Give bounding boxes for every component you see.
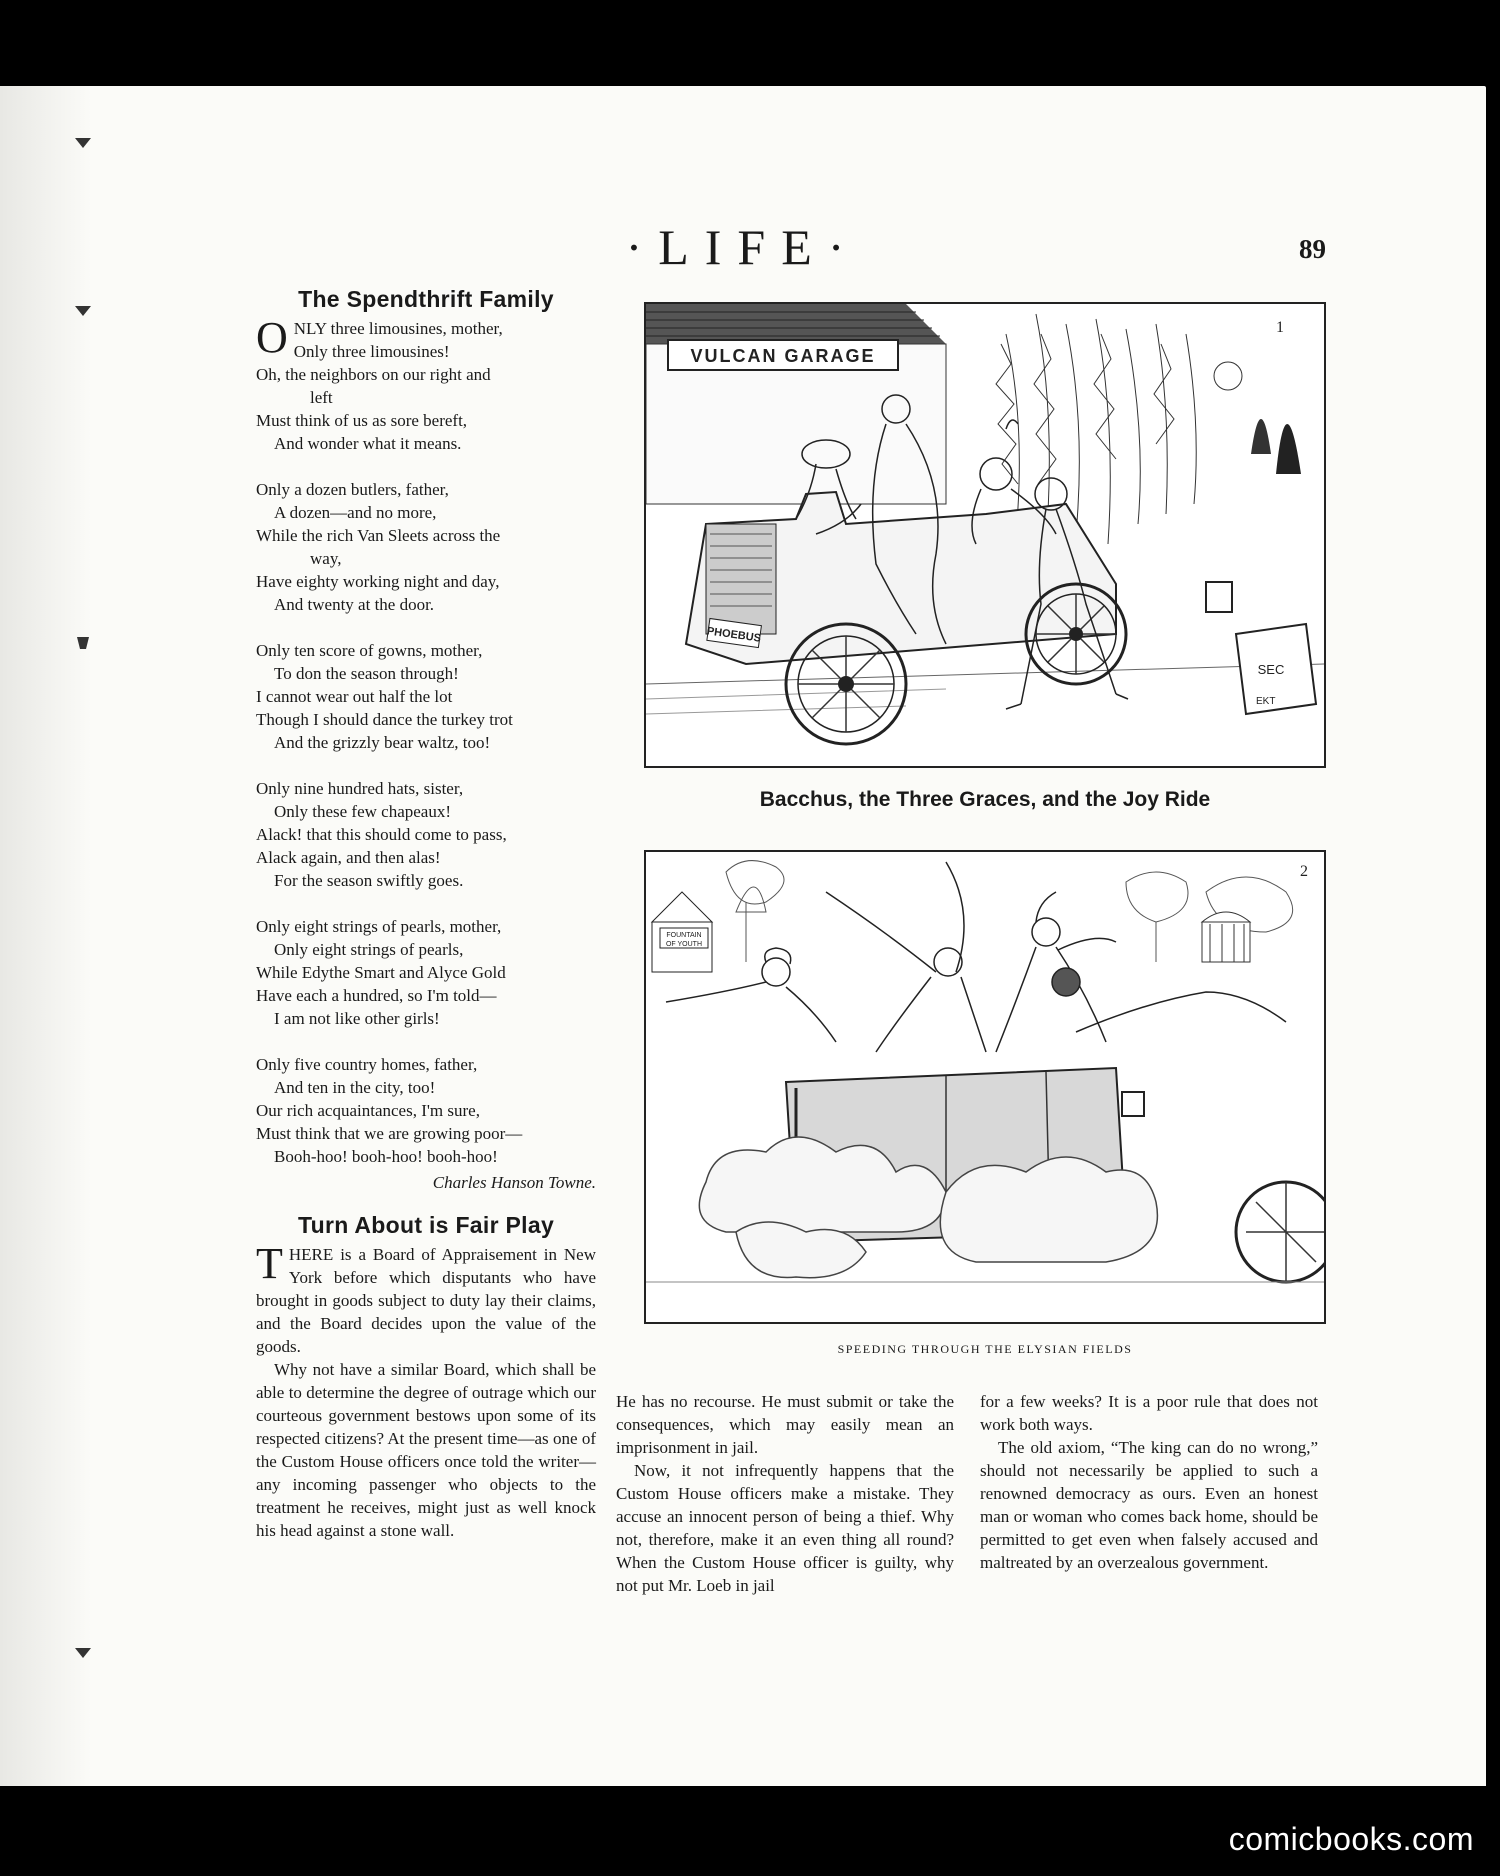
poem-stanza — [256, 777, 596, 892]
poem-stanza — [256, 478, 596, 616]
poem-line: I cannot wear out half the lot — [256, 687, 453, 706]
box-label: SEC — [1257, 662, 1285, 677]
poem-line: Booh-hoo! booh-hoo! booh-hoo! — [274, 1147, 498, 1166]
poem-line: A dozen—and no more, — [274, 503, 437, 522]
poem-line: Only five country homes, father, — [256, 1055, 478, 1074]
poem-line: Alack again, and then alas! — [256, 848, 441, 867]
right-column — [980, 1390, 1318, 1574]
fountain-sign-line2: OF YOUTH — [665, 941, 703, 948]
page-spine — [0, 86, 92, 1786]
cartoon-number: 2 — [1300, 863, 1308, 880]
poem-line: Must think of us as sore bereft, — [256, 411, 468, 430]
poem-line: Only nine hundred hats, sister, — [256, 779, 464, 798]
garage-sign: VULCAN GARAGE — [690, 346, 876, 366]
poem-line: left — [310, 388, 333, 407]
poem-dropcap: O — [256, 313, 288, 362]
article-paragraph: The old axiom, “The king can do no wrong,” should not necessarily be applied to such a renowned democracy as ours. Even an honest man or woman who comes back home, should be permitted to get even when falsely accused and maltreated by an overzealous government. — [980, 1438, 1318, 1572]
poem-title: The Spendthrift Family — [298, 286, 554, 312]
cartoon-joy-ride — [644, 302, 1326, 768]
poem-line: And ten in the city, too! — [274, 1078, 436, 1097]
poem-line: While Edythe Smart and Alyce Gold — [256, 963, 506, 982]
poem-line: And wonder what it means. — [274, 434, 462, 453]
article-paragraph: for a few weeks? It is a poor rule that does not work both ways. — [980, 1392, 1318, 1434]
poem-line: Only these few chapeaux! — [274, 802, 452, 821]
cartoon-number: 1 — [1276, 319, 1284, 336]
poem-line: Our rich acquaintances, I'm sure, — [256, 1101, 480, 1120]
cartoon-elysian-fields-drawing — [646, 852, 1324, 1322]
fountain-sign-line1: FOUNTAIN — [666, 932, 702, 939]
binding-mark — [74, 304, 92, 314]
poem-line: way, — [310, 549, 342, 568]
poem-stanza — [256, 313, 596, 455]
article-paragraph: Why not have a similar Board, which shall be able to determine the degree of outrage which our courteous government bestows upon some of its respected citizens? At the present time—as one of the Custom House officers once told the writer—any incoming passenger who objects to the treatment he receives, might just as well knock his head against a stone wall. — [256, 1360, 596, 1540]
article-title: Turn About is Fair Play — [297, 1212, 555, 1238]
poem-line: Only ten score of gowns, mother, — [256, 641, 483, 660]
poem-line: Must think that we are growing poor— — [256, 1124, 523, 1143]
poem-line: Oh, the neighbors on our right and — [256, 365, 491, 384]
article-dropcap: T — [256, 1239, 283, 1288]
car-plate: PHOEBUS — [706, 625, 762, 645]
site-watermark: comicbooks.com — [1228, 1821, 1474, 1857]
poem-line: Only a dozen butlers, father, — [256, 480, 449, 499]
article-text: HERE is a Board of Appraisement in New York before which disputants who have brought in goods subject to duty lay their claims, and the Board decides upon the value of the goods. — [256, 1245, 596, 1356]
left-column — [256, 288, 596, 1542]
poem-line: While the rich Van Sleets across the — [256, 526, 501, 545]
poem-line: Have each a hundred, so I'm told— — [256, 986, 497, 1005]
article-paragraph — [256, 1239, 596, 1358]
binding-mark — [74, 136, 92, 146]
poem-line: NLY three limousines, mother, — [293, 319, 503, 338]
binding-mark — [74, 636, 92, 646]
artist-signature: EKT — [1256, 696, 1276, 707]
masthead-title: ·LIFE· — [625, 219, 861, 275]
poem-line: For the season swiftly goes. — [274, 871, 464, 890]
article-body — [256, 1239, 596, 1542]
article-paragraph: He has no recourse. He must submit or take the consequences, which may easily mean an imprisonment in jail. — [616, 1392, 954, 1457]
poem-line: And the grizzly bear waltz, too! — [274, 733, 491, 752]
poem — [256, 313, 596, 1194]
poem-line: Only three limousines! — [293, 342, 450, 361]
article-paragraph: Now, it not infrequently happens that the Custom House officers make a mistake. They accuse an innocent person of being a thief. Why not, therefore, make it an even thing all round? When the Custom House officer is guilty, why not put Mr. Loeb in jail — [616, 1461, 954, 1595]
middle-column — [616, 1390, 954, 1597]
poem-stanza — [256, 639, 596, 754]
cartoon-1-caption: Bacchus, the Three Graces, and the Joy Ride — [759, 788, 1211, 811]
poem-line: To don the season through! — [274, 664, 459, 683]
poem-line: I am not like other girls! — [274, 1009, 440, 1028]
poem-line: And twenty at the door. — [274, 595, 435, 614]
poem-byline: Charles Hanson Towne. — [432, 1173, 596, 1192]
cartoon-joy-ride-drawing — [646, 304, 1324, 766]
poem-line: Only eight strings of pearls, mother, — [256, 917, 502, 936]
poem-line: Though I should dance the turkey trot — [256, 710, 513, 729]
poem-line: Have eighty working night and day, — [256, 572, 500, 591]
binding-mark — [74, 1646, 92, 1656]
poem-line: Alack! that this should come to pass, — [256, 825, 507, 844]
page-number: 89 — [1299, 234, 1326, 264]
poem-stanza — [256, 915, 596, 1030]
cartoon-elysian-fields — [644, 850, 1326, 1324]
poem-stanza — [256, 1053, 596, 1168]
cartoon-2-caption: SPEEDING THROUGH THE ELYSIAN FIELDS — [837, 1342, 1133, 1356]
poem-line: Only eight strings of pearls, — [274, 940, 464, 959]
